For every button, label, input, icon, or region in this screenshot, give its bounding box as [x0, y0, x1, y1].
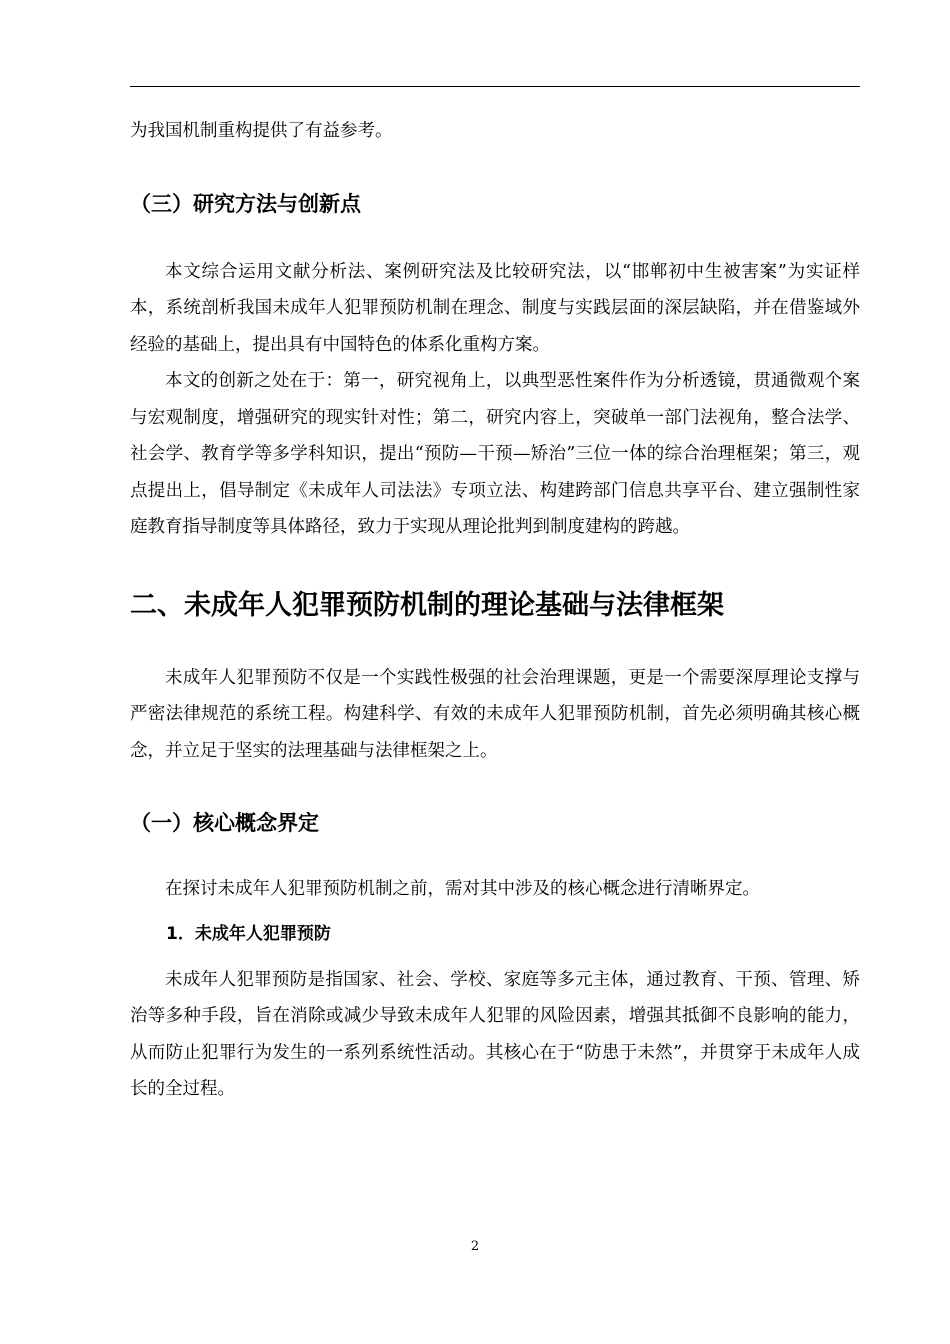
section-3-paragraph-2: 本文的创新之处在于：第一，研究视角上，以典型恶性案件作为分析透镜，贯通微观个案与宏观制度，增强研究的现实针对性；第二，研究内容上，突破单一部门法视角，整合法学、社会学、教育学等多学科知识，提出“预防—干预—矫治”三位一体的综合治理框架；第三，观点提出上，倡导制定《未成年人司法法》专项立法、构建跨部门信息共享平台、建立强制性家庭教育指导制度等具体路径，致力于实现从理论批判到制度建构的跨越。	[130, 371, 860, 537]
section-1-heading: （一）核心概念界定	[130, 811, 319, 835]
section-1-intro: 在探讨未成年人犯罪预防机制之前，需对其中涉及的核心概念进行清晰界定。	[165, 879, 760, 899]
continued-paragraph: 为我国机制重构提供了有益参考。	[130, 121, 393, 141]
chapter-2-heading: 二、未成年人犯罪预防机制的理论基础与法律框架	[130, 589, 724, 621]
page-number: 2	[470, 1239, 480, 1254]
page-body	[130, 113, 860, 1108]
section-3-heading: （三）研究方法与创新点	[130, 191, 361, 216]
chapter-2-intro: 未成年人犯罪预防不仅是一个实践性极强的社会治理课题，更是一个需要深厚理论支撑与严密法律规范的系统工程。构建科学、有效的未成年人犯罪预防机制，首先必须明确其核心概念，并立足于坚实的法理基础与法律框架之上。	[130, 667, 860, 761]
section-3-paragraph-1: 本文综合运用文献分析法、案例研究法及比较研究法，以“邯郸初中生被害案”为实证样本，系统剖析我国未成年人犯罪预防机制在理念、制度与实践层面的深层缺陷，并在借鉴域外经验的基础上，提出具有中国特色的体系化重构方案。	[130, 261, 860, 355]
subsection-1-paragraph: 未成年人犯罪预防是指国家、社会、学校、家庭等多元主体，通过教育、干预、管理、矫治等多种手段，旨在消除或减少导致未成年人犯罪的风险因素，增强其抵御不良影响的能力，从而防止犯罪行为发生的一系列系统性活动。其核心在于“防患于未然”，并贯穿于未成年人成长的全过程。	[130, 969, 860, 1099]
header-rule	[130, 86, 860, 87]
subsection-1-heading: 1．未成年人犯罪预防	[166, 923, 331, 944]
